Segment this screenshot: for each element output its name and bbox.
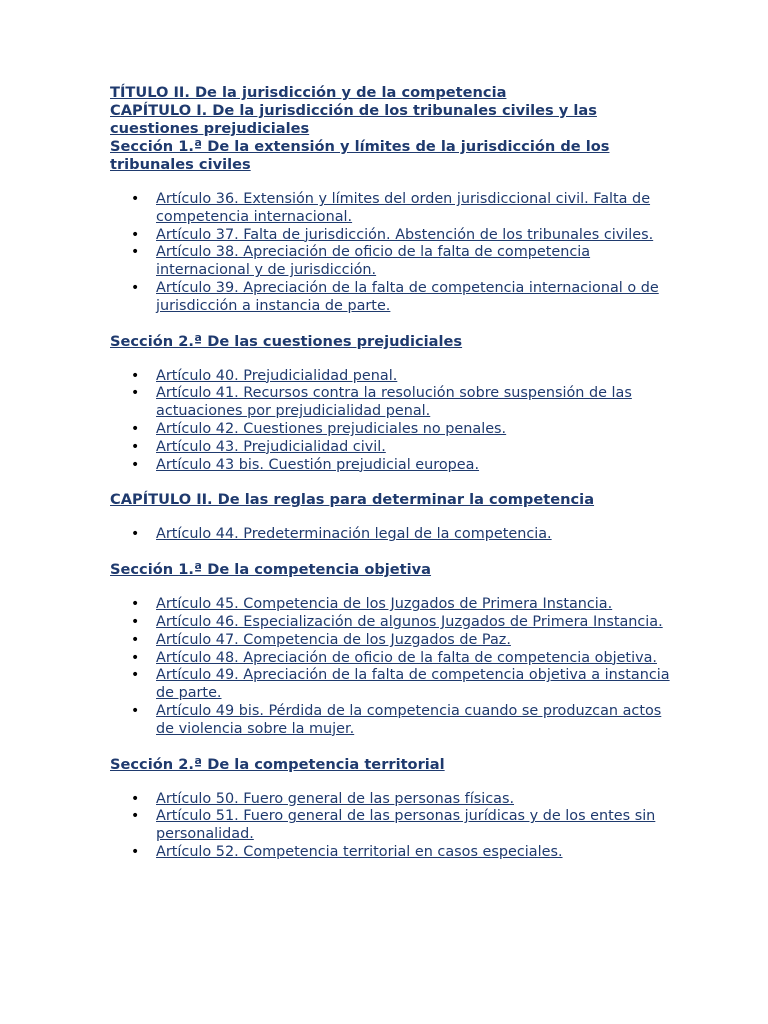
article-link[interactable]: Artículo 48. Apreciación de oficio de la falta de competencia objetiva. [156,649,657,666]
list-item [156,421,670,439]
list-item [156,439,670,457]
article-link[interactable]: Artículo 52. Competencia territorial en casos especiales. [156,843,563,860]
list-item [156,844,670,862]
list-item [156,650,670,668]
article-link[interactable]: Artículo 36. Extensión y límites del orden jurisdiccional civil. Falta de competencia internacional. [156,191,651,225]
article-link[interactable]: Artículo 44. Predeterminación legal de la competencia. [156,526,552,543]
article-link[interactable]: Artículo 49. Apreciación de la falta de competencia objetiva a instancia de parte. [156,667,670,702]
list-item [156,385,670,421]
article-link[interactable]: Artículo 47. Competencia de los Juzgados de Paz. [156,631,511,648]
list-item [156,227,670,245]
article-link[interactable]: Artículo 39. Apreciación de la falta de competencia internacional o de jurisdicción a instancia de parte. [156,279,659,314]
list-item [156,244,670,280]
article-link[interactable]: Artículo 43. Prejudicialidad civil. [156,438,386,455]
article-link[interactable]: Artículo 37. Falta de jurisdicción. Abstención de los tribunales civiles. [156,226,654,243]
article-link[interactable]: Artículo 42. Cuestiones prejudiciales no penales. [156,420,507,437]
article-link[interactable]: Artículo 51. Fuero general de las personas jurídicas y de los entes sin personalidad. [156,808,656,843]
list-item [156,191,670,227]
article-link[interactable]: Artículo 43 bis. Cuestión prejudicial europea. [156,456,480,473]
title-heading-block [110,84,670,174]
article-link[interactable]: Artículo 50. Fuero general de las personas físicas. [156,790,515,807]
list-item [156,526,670,544]
list-item [156,614,670,632]
article-list-reglas [110,526,670,544]
article-list-objetiva [110,596,670,738]
list-item [156,632,670,650]
titulo-ii-link[interactable]: TÍTULO II. De la jurisdicción y de la competencia [110,84,507,101]
seccion-2-prejudiciales-link[interactable]: Sección 2.ª De las cuestiones prejudiciales [110,332,463,350]
article-link[interactable]: Artículo 49 bis. Pérdida de la competencia cuando se produzcan actos de violencia sobre la mujer. [156,702,662,737]
seccion-1-objetiva-link[interactable]: Sección 1.ª De la competencia objetiva [110,561,432,579]
list-item [156,596,670,614]
article-list-jurisdiccion [110,191,670,316]
seccion-2-territorial-link[interactable]: Sección 2.ª De la competencia territorial [110,755,445,773]
article-link[interactable]: Artículo 40. Prejudicialidad penal. [156,367,398,384]
list-item [156,791,670,809]
list-item [156,667,670,703]
article-list-prejudiciales [110,368,670,475]
article-list-territorial [110,791,670,862]
article-link[interactable]: Artículo 45. Competencia de los Juzgados de Primera Instancia. [156,596,613,613]
document-body [110,84,670,862]
list-item [156,457,670,475]
list-item [156,368,670,386]
list-item [156,808,670,844]
list-item [156,280,670,316]
article-link[interactable]: Artículo 38. Apreciación de oficio de la falta de competencia internacional y de jurisdicción. [156,244,591,279]
capitulo-ii-link[interactable]: CAPÍTULO II. De las reglas para determinar la competencia [110,491,595,509]
seccion-1-jurisdiccion-link[interactable]: Sección 1.ª De la extensión y límites de la jurisdicción de los tribunales civiles [110,138,610,173]
article-link[interactable]: Artículo 41. Recursos contra la resolución sobre suspensión de las actuaciones por prejudicialidad penal. [156,385,632,420]
capitulo-i-link[interactable]: CAPÍTULO I. De la jurisdicción de los tribunales civiles y las cuestiones prejudiciales [110,102,597,137]
list-item [156,703,670,739]
article-link[interactable]: Artículo 46. Especialización de algunos Juzgados de Primera Instancia. [156,613,663,630]
